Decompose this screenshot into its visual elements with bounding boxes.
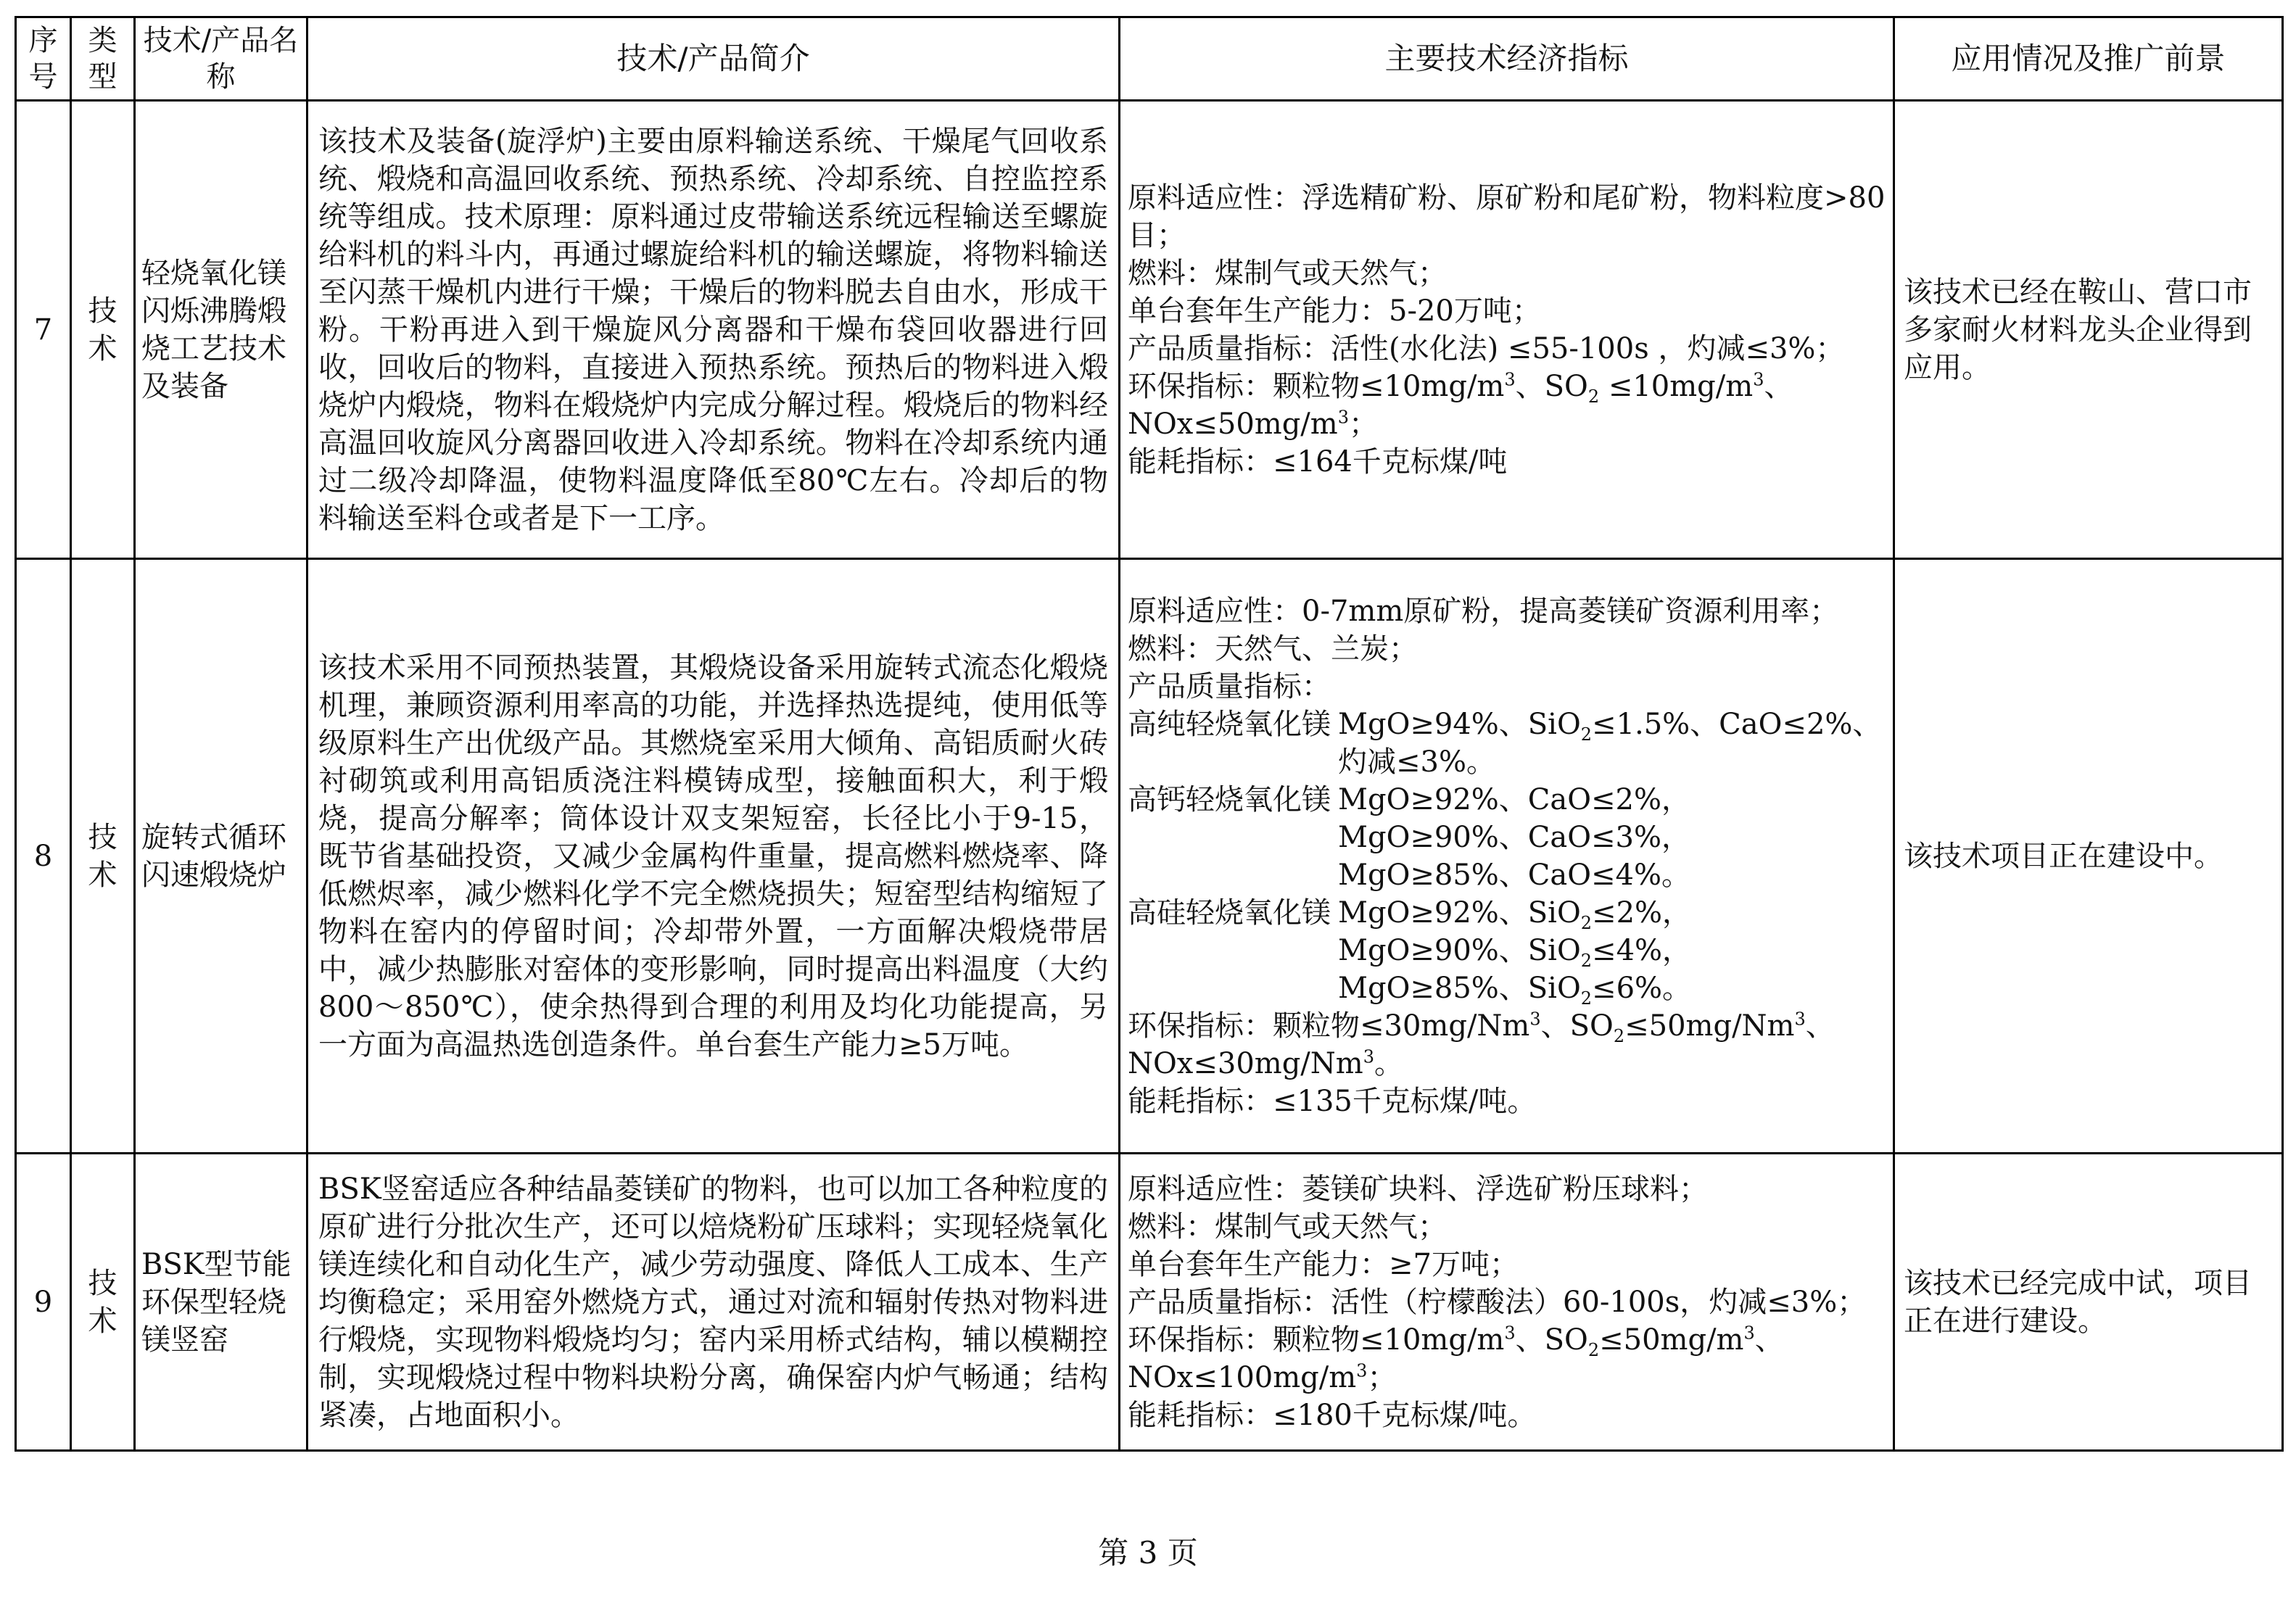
row-intro: 该技术及装备(旋浮炉)主要由原料输送系统、干燥尾气回收系统、煅烧和高温回收系统、预热系统、冷却系统、自控监控系统等组成。技术原理：原料通过皮带输送系统远程输送至螺旋给料机的料斗内，再通过螺旋给料机的输送螺旋，将物料输送至闪蒸干燥机内进行干燥；干燥后的物料脱去自由水，形成干粉。干粉再进入到干燥旋风分离器和干燥布袋回收器进行回收，回收后的物料，直接进入预热系统。预热后的物料进入煅烧炉内煅烧，物料在煅烧炉内完成分解过程。煅烧后的物料经高温回收旋风分离器回收进入冷却系统。物料在冷却系统内通过二级冷却降温，使物料温度降低至80℃左右。冷却后的物料输送至料仓或者是下一工序。 (307, 101, 1120, 559)
spec-environment: 环保指标：颗粒物$\le 10mg/m^3$、$SO_2\le 50mg/m^3$、$NOx\le 100mg/m^3$； (1128, 1323, 1784, 1394)
header-app: 应用情况及推广前景 (1894, 17, 2283, 101)
row-app: 该技术已经完成中试，项目正在进行建设。 (1894, 1154, 2283, 1451)
row-app: 该技术项目正在建设中。 (1894, 559, 2283, 1154)
table-row (16, 559, 2283, 1154)
row-type-text: 技术 (88, 820, 117, 892)
header-type: 类型 (71, 17, 135, 101)
spec-quality: 产品质量指标：活性(水化法) ≤55-100s ，灼减≤3%； (1128, 331, 1845, 365)
header-spec: 主要技术经济指标 (1120, 17, 1894, 101)
table-header-row (16, 17, 2283, 101)
spec-environment: 环保指标：颗粒物$\le 10mg/m^3$、$SO_2 \le 10mg/m^3$、$NOx\le 50mg/m^3$； (1128, 369, 1793, 441)
row-seq: 9 (16, 1154, 71, 1451)
row-name: 轻烧氧化镁闪烁沸腾煅烧工艺技术及装备 (135, 101, 307, 559)
spec-energy: 能耗指标：≤164千克标煤/吨 (1128, 444, 1508, 479)
spec-fuel: 燃料：天然气、兰炭； (1128, 632, 1418, 666)
spec-quality: 产品质量指标：活性（柠檬酸法）60-100s，灼减≤3%； (1128, 1285, 1867, 1319)
spec-grade-high-silicon: 高硅轻烧氧化镁 MgO≥92%、SiO$_2$≤2%， MgO≥90%、SiO$_2$≤4%， MgO≥85%、SiO$_2$≤6%。 (1128, 895, 1692, 1009)
spec-material: 原料适应性：菱镁矿块料、浮选矿粉压球料； (1128, 1172, 1708, 1206)
row-type (71, 559, 135, 1154)
spec-material: 原料适应性：0-7mm原矿粉，提高菱镁矿资源利用率； (1128, 594, 1839, 628)
spec-quality: 产品质量指标： (1128, 669, 1331, 703)
spec-grade-high-calcium: 高钙轻烧氧化镁 MgO≥92%、CaO≤2%， MgO≥90%、CaO≤3%， MgO≥85%、CaO≤4%。 (1128, 782, 1690, 892)
header-intro: 技术/产品简介 (307, 17, 1120, 101)
spec-energy: 能耗指标：≤180千克标煤/吨。 (1128, 1398, 1537, 1432)
row-type-text: 技术 (88, 294, 117, 365)
row-spec (1120, 101, 1894, 559)
row-seq: 7 (16, 101, 71, 559)
technology-table (15, 16, 2284, 1452)
header-name: 技术/产品名称 (135, 17, 307, 101)
document-page (15, 16, 2281, 1452)
spec-fuel: 燃料：煤制气或天然气； (1128, 1209, 1447, 1244)
spec-energy: 能耗指标：≤135千克标煤/吨。 (1128, 1084, 1537, 1118)
table-row (16, 101, 2283, 559)
header-seq: 序号 (16, 17, 71, 101)
spec-fuel: 燃料：煤制气或天然气； (1128, 256, 1447, 290)
spec-capacity: 单台套年生产能力：5-20万吨； (1128, 294, 1541, 328)
row-type (71, 1154, 135, 1451)
row-intro: 该技术采用不同预热装置，其煅烧设备采用旋转式流态化煅烧机理，兼顾资源利用率高的功能，并选择热选提纯，使用低等级原料生产出优级产品。其燃烧室采用大倾角、高铝质耐火砖衬砌筑或利用高铝质浇注料模铸成型，接触面积大，利于煅烧，提高分解率；筒体设计双支架短窑，长径比小于9-15，既节省基础投资，又减少金属构件重量，提高燃料燃烧率、降低燃烬率，减少燃料化学不完全燃烧损失；短窑型结构缩短了物料在窑内的停留时间；冷却带外置，一方面解决煅烧带居中，减少热膨胀对窑体的变形影响，同时提高出料温度（大约800～850℃），使余热得到合理的利用及均化功能提高，另一方面为高温热选创造条件。单台套生产能力≥5万吨。 (307, 559, 1120, 1154)
spec-grade-high-purity: 高纯轻烧氧化镁 MgO≥94%、SiO$_2$≤1.5%、CaO≤2%、 灼减≤3%。 (1128, 707, 1882, 779)
row-name: 旋转式循环闪速煅烧炉 (135, 559, 307, 1154)
row-intro: BSK竖窑适应各种结晶菱镁矿的物料，也可以加工各种粒度的原矿进行分批次生产，还可以焙烧粉矿压球料；实现轻烧氧化镁连续化和自动化生产，减少劳动强度、降低人工成本、生产均衡稳定；采用窑外燃烧方式，通过对流和辐射传热对物料进行煅烧，实现物料煅烧均匀；窑内采用桥式结构，辅以模糊控制，实现煅烧过程中物料块粉分离，确保窑内炉气畅通；结构紧凑，占地面积小。 (307, 1154, 1120, 1451)
row-name: BSK型节能环保型轻烧镁竖窑 (135, 1154, 307, 1451)
row-type (71, 101, 135, 559)
spec-capacity: 单台套年生产能力：≥7万吨； (1128, 1247, 1519, 1281)
row-app: 该技术已经在鞍山、营口市多家耐火材料龙头企业得到应用。 (1894, 101, 2283, 559)
row-spec (1120, 559, 1894, 1154)
page-number: 第 3 页 (1098, 1535, 1198, 1571)
row-seq: 8 (16, 559, 71, 1154)
row-type-text: 技术 (88, 1266, 117, 1338)
spec-material: 原料适应性：浮选精矿粉、原矿粉和尾矿粉，物料粒度>80目； (1128, 181, 1886, 252)
spec-environment: 环保指标：颗粒物$\le 30mg/Nm^3$、$SO_2\le 50mg/Nm^3$、$NOx\le 30mg/Nm^3$。 (1128, 1009, 1835, 1080)
table-row (16, 1154, 2283, 1451)
row-spec (1120, 1154, 1894, 1451)
